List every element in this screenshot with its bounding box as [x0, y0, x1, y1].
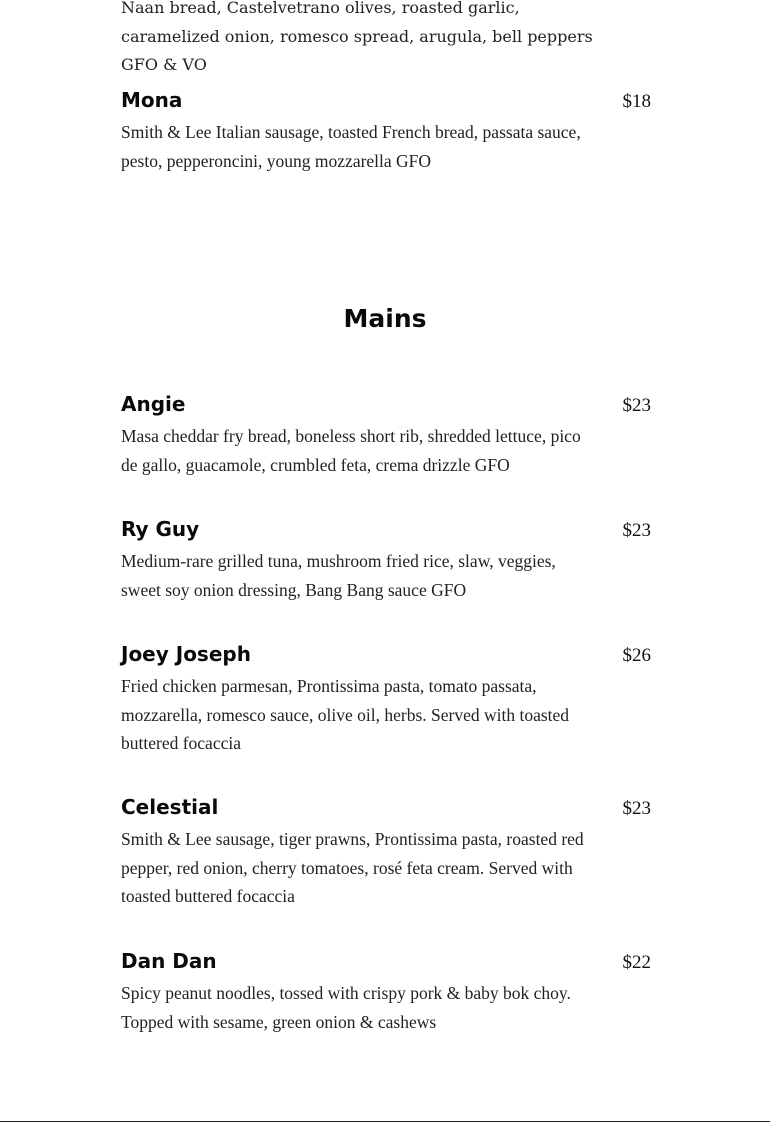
- menu-item-dan-dan: [121, 948, 651, 1036]
- menu-item-ry-guy: [121, 516, 651, 604]
- menu-item-celestial: [121, 794, 651, 911]
- menu-item-name: Dan Dan: [121, 949, 217, 973]
- page-bottom-divider: [0, 1121, 770, 1122]
- menu-item-header: [121, 641, 651, 667]
- menu-item-description: Medium-rare grilled tuna, mushroom fried rice, slaw, veggies, sweet soy onion dressing, Bang Bang sauce GFO: [121, 551, 556, 600]
- menu-item-description: Spicy peanut noodles, tossed with crispy pork & baby bok choy. Topped with sesame, green onion & cashews: [121, 983, 571, 1032]
- menu-item-description: Smith & Lee Italian sausage, toasted French bread, passata sauce, pesto, pepperoncini, young mozzarella GFO: [121, 122, 581, 171]
- menu-item-header: [121, 87, 651, 113]
- menu-item-price: $22: [622, 952, 651, 973]
- menu-item-price: $23: [622, 798, 651, 819]
- section-title-mains: Mains: [343, 304, 427, 333]
- menu-item-description: Masa cheddar fry bread, boneless short rib, shredded lettuce, pico de gallo, guacamole, crumbled feta, crema drizzle GFO: [121, 426, 581, 475]
- menu-item-angie: [121, 391, 651, 479]
- menu-item-name: Ry Guy: [121, 517, 200, 541]
- menu-item-header: [121, 391, 651, 417]
- menu-item-header: [121, 794, 651, 820]
- menu-item-name: Joey Joseph: [121, 642, 251, 666]
- menu-item-price: $23: [622, 520, 651, 541]
- menu-item-header: [121, 516, 651, 542]
- menu-item-mona: [121, 87, 651, 175]
- menu-item-name: Celestial: [121, 795, 219, 819]
- menu-item-description: Smith & Lee sausage, tiger prawns, Prontissima pasta, roasted red pepper, red onion, cherry tomatoes, rosé feta cream. Served with toasted buttered focaccia: [121, 829, 584, 906]
- menu-item-price: $26: [622, 645, 651, 666]
- menu-item-price: $18: [622, 91, 651, 112]
- menu-item-description: Fried chicken parmesan, Prontissima pasta, tomato passata, mozzarella, romesco sauce, olive oil, herbs. Served with toasted buttered focaccia: [121, 676, 570, 753]
- menu-item-joey-joseph: [121, 641, 651, 758]
- menu-item-name: Angie: [121, 392, 186, 416]
- menu-item-header: [121, 948, 651, 974]
- menu-item-name: Mona: [121, 88, 183, 112]
- menu-item-price: $23: [622, 395, 651, 416]
- previous-item-description: Naan bread, Castelvetrano olives, roasted garlic, caramelized onion, romesco spread, arugula, bell peppers GFO & VO: [121, 0, 593, 74]
